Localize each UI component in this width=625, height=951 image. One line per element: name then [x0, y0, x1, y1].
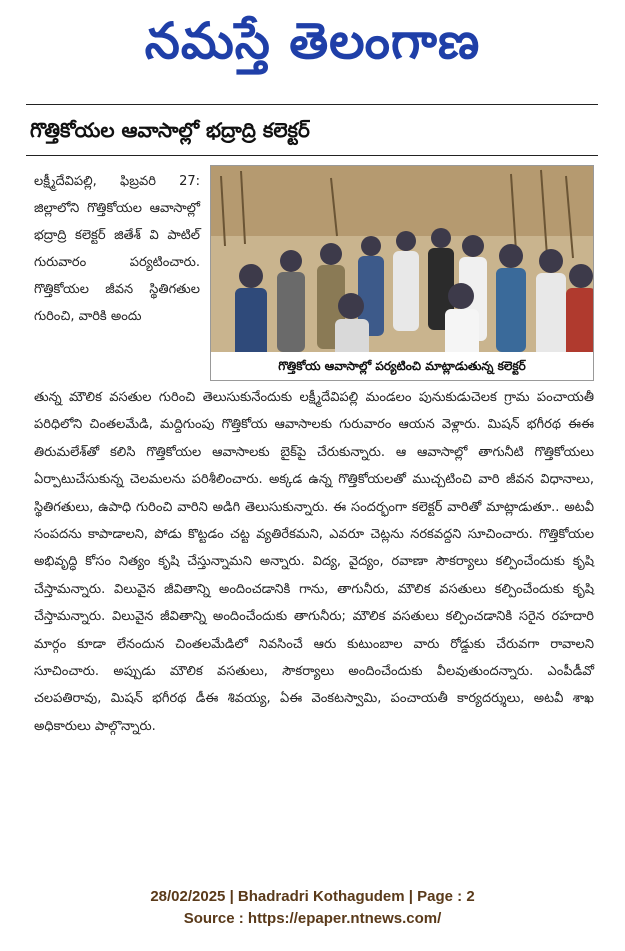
- source-link[interactable]: Source : https://epaper.ntnews.com/: [183, 910, 442, 927]
- article-headline: గొత్తికోయల ఆవాసాల్లో భద్రాద్రి కలెక్టర్: [30, 118, 310, 142]
- photo-scene: [211, 166, 593, 380]
- masthead-logo: నమస్తే తెలంగాణ: [144, 11, 481, 70]
- article-photo: [210, 165, 594, 381]
- headline-top-divider: [26, 104, 598, 105]
- headline-bottom-divider: [26, 155, 598, 156]
- edition-info: 28/02/2025 | Bhadradri Kothagudem | Page : 2: [150, 888, 475, 905]
- photo-caption: గొత్తికోయ ఆవాసాల్లో పర్యటించి మాట్లాడుతున్న కలెక్టర్: [211, 352, 593, 380]
- article-intro-column: లక్ష్మీదేవిపల్లి, ఫిబ్రవరి 27: జిల్లాలోని గొత్తికోయల ఆవాసాల్లో భద్రాద్రి కలెక్టర్ జితేశ్ వి పాటిల్ గురువారం పర్యటించారు. గొత్తికోయల జీవన స్థితిగతుల గురించి, వారికి అందు: [34, 174, 200, 324]
- article-body: తున్న మౌలిక వసతుల గురించి తెలుసుకునేందుకు లక్ష్మీదేవిపల్లి మండలం పునుకుడుచెలక గ్రామ పంచాయతీ పరిధిలోని చింతలమేడి, మద్దిగుంపు గొత్తికోయ ఆవాసాలకు గురువారం ఆయన వెళ్లారు. మిషన్ భగీరథ ఈఈ తిరుమలేశ్‌తో కలిసి గొత్తికోయల ఆవాసాలకు బైక్‌పై చేరుకున్నారు. ఆ ఆవాసాల్లో తాగునీటి గొత్తికోయలు ఏర్పాటుచేసుకున్న చెలమలను పరిశీలించారు. అక్కడ ఉన్న గొత్తికోయలతో ముచ్చటించి వారి జీవన విధానాలు, స్థితిగతులు, ఉపాధి గురించి వారిని అడిగి తెలుసుకున్నారు. ఈ సందర్భంగా కలెక్టర్ వారితో మాట్లాడుతూ.. అటవీ సంపదను కాపాడాలని, పోడు కొట్టడం చట్ట వ్యతిరేకమని, ఎవరూ చెట్లను నరకవద్దని సూచించారు. గొత్తికోయల అభివృద్ధి కోసం నిత్యం కృషి చేస్తున్నామని అన్నారు. విద్య, వైద్యం, రవాణా సౌకర్యాలు కల్పించేందుకు కృషి చేస్తామన్నారు. విలువైన జీవితాన్ని అందించడానికి గాను, తాగునీరు, మౌలిక వసతులు కల్పించేందుకు కృషి చేస్తామన్నారు. విలువైన జీవితాన్ని అందించేందుకు తాగునీరు; మౌలిక వసతులు కల్పించడానికి సరైన రహదారి మార్గం కూడా లేనందున చింతలమేడిలో నివసించే ఆరు కుటుంబాల వారు రోడ్డుకు చేరువగా రావాలని సూచించారు. అప్పుడు మౌలిక వసతులు, సౌకర్యాలు అందించేందుకు వీలవుతుందన్నారు. ఎంపీడీవో చలపతిరావు, మిషన్ భగీరథ డీఈ శివయ్య, ఏఈ వెంకటస్వామి, పంచాయతీ కార్యదర్శులు, అటవీ శాఖ అధికారులు పాల్గొన్నారు.: [34, 390, 594, 734]
